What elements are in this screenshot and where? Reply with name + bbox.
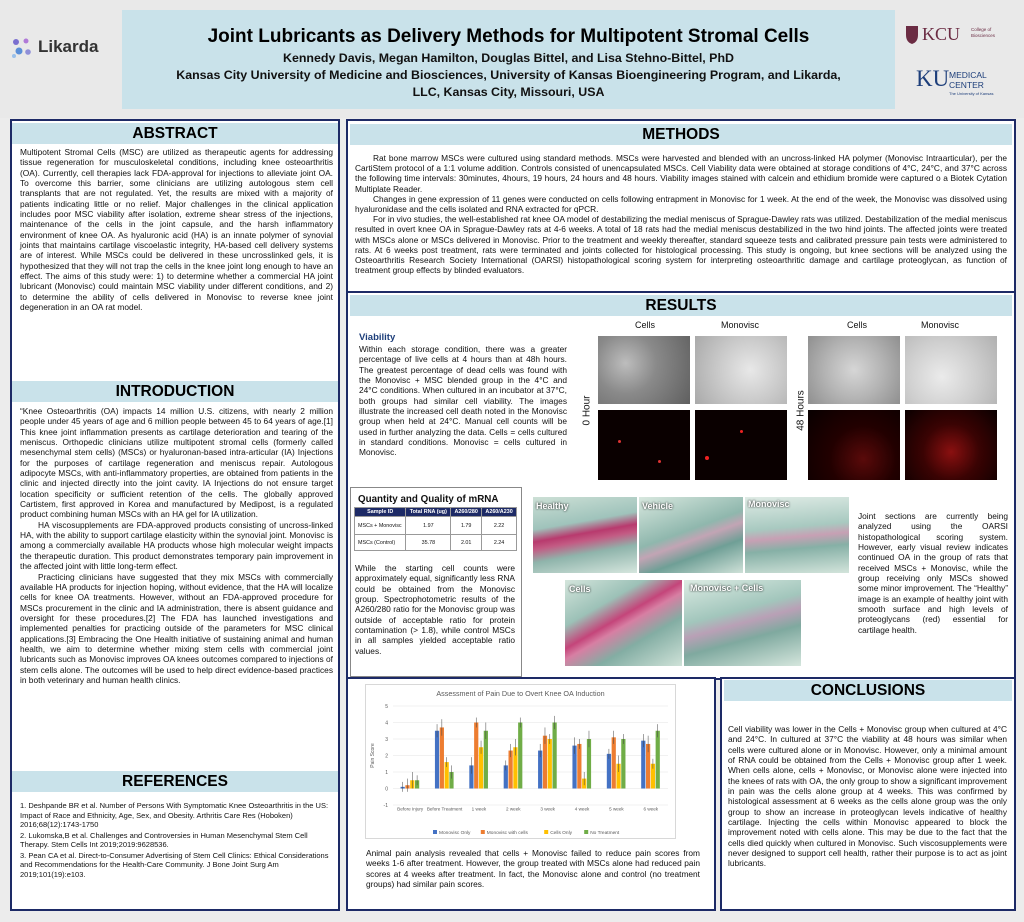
- reference-item-3: 3. Pean CA et al. Direct-to-Consumer Advertising of Stem Cell Clinics: Ethical Considerations and Recommendations for the Health-Care Community. J Bone Joint Surg Am 2019;101(19):e103.: [20, 850, 329, 879]
- chart-bar: [612, 737, 616, 788]
- ku-logo-text: KU: [916, 66, 950, 91]
- kcu-logo-text: KCU: [922, 24, 961, 44]
- viability-image-cells-48h-brightfield: [808, 336, 900, 404]
- viability-image-monovisc-48h-fluorescence: [905, 410, 997, 480]
- mrna-cell: 35.78: [406, 535, 451, 551]
- poster-title: Joint Lubricants as Delivery Methods for Multipotent Stromal Cells: [207, 26, 810, 47]
- references-heading: REFERENCES: [12, 771, 338, 792]
- histo-label-healthy: Healthy: [536, 501, 569, 511]
- viability-text: Within each storage condition, there was a greater percentage of live cells at 4 hours than at 48h hours. The greatest percentage of dead cells was found with the Monovisc + MSC blended group in the 4°C and 24°C conditions. When cultured in an incubator at 37°C, both groups had similar cell viability. The images illustrate the increased cell death noted in the Monovisc group when held at 24°C. Manual cell counts will be used in further analyzing the data. Cells = cells cultured in standard conditions. Monovisc = cells cultured in Monovisc.: [359, 344, 567, 458]
- reference-item-1: 1. Deshpande BR et al. Number of Persons With Symptomatic Knee Osteoarthritis in the US: Impact of Race and Ethnicity, Age, Sex, and Obesity. Arthritis Care Res (Hoboken) 2016;68(12):1743-1750: [20, 801, 329, 829]
- chart-bar: [440, 727, 444, 788]
- legend-swatch: [544, 830, 548, 834]
- viability-image-monovisc-0h-fluorescence: [695, 410, 787, 480]
- poster-affiliations-2: LLC, Kansas City, Missouri, USA: [412, 85, 605, 99]
- x-tick-label: 6 week: [643, 806, 659, 812]
- pain-chart: [365, 684, 676, 839]
- introduction-paragraph-2: HA viscosupplements are FDA-approved products consisting of uncross-linked HA, with the ability to support cartilage elasticity within the synovial joint. Monovisc is among a commercially available HA products whose high molecular weight impacts the therapeutic duration. This product demonstrates temporary pain improvement in the affected joint with little long-term effect.: [20, 519, 333, 572]
- methods-paragraph-2: Changes in gene expression of 11 genes were conducted on cells following entrapment in Monovisc for 1 week. At the end of the week, the Monovisc was dissolved using hyaluronidase and the cells isolated and RNA extracted for qPCR.: [355, 193, 1007, 215]
- ku-logo-sub1: MEDICAL: [949, 70, 987, 80]
- chart-bar: [656, 731, 660, 789]
- title-banner: [122, 10, 895, 109]
- abstract-text: Multipotent Stromal Cells (MSC) are utilized as therapeutic agents for addressing tissue regeneration for musculoskeletal conditions, including knee osteoarthritis (OA). Currently, cell therapies lack FDA-approval for injections to alleviate joint OA. To overcome this barrier, some clinicians are utilizing autologous stem cell transplants that are not regulated. Yet, the results are mixed with a majority of patients indicating little or no relief. Major challenges in the clinical application includes poor MSC viability after isolation, extreme shear stress of the injections, maintenance of the cells in the joint capsule, and the harsh inflammatory environment of knee OA. As hyaluronic acid (HA) is an innate polymer of synovial joints that maintains cartilage viscoelastic integrity, HA-based cell delivery systems are of interest. While MSCs could be delivered in these uncrosslinked gels, it is hypothesized that they will not trap the cells in the knee joint long enough to have an effect. The aims of this study were: 1) to determine whether a commercial HA joint lubricant (Monovisc) could maintain MSC viability under different conditions, and 2) to determine the ability of cells delivered in Monovisc to reverse knee joint degeneration in an OA rat model.: [20, 147, 333, 313]
- x-tick-label: 2 week: [506, 806, 521, 812]
- chart-bar: [484, 731, 488, 789]
- abstract-heading: ABSTRACT: [12, 123, 338, 144]
- x-tick-label: 4 week: [574, 806, 590, 812]
- introduction-heading: INTRODUCTION: [12, 381, 338, 402]
- reference-item-2: 2. Lukomska,B et al. Challenges and Controversies in Human Mesenchymal Stem Cell Therapy. Stem Cells Int 2019;2019:9628536.: [20, 830, 308, 849]
- conclusions-heading: CONCLUSIONS: [724, 680, 1012, 701]
- mrna-cell: 1.97: [406, 517, 451, 535]
- viability-image-monovisc-48h-brightfield: [905, 336, 997, 404]
- legend-entry: Monovisc Only: [439, 831, 471, 836]
- chart-bar: [474, 723, 478, 789]
- y-tick-label: 2: [385, 753, 388, 760]
- img-col-cells-left: Cells: [634, 320, 655, 330]
- methods-text: [355, 153, 1007, 275]
- histo-label-vehicle: Vehicle: [642, 501, 674, 511]
- likarda-logo: [10, 34, 120, 60]
- kcu-logo: [905, 22, 1015, 52]
- chart-bar: [435, 731, 439, 789]
- histo-label-cells: Cells: [569, 584, 591, 594]
- histo-label-monovisc: Monovisc: [748, 499, 790, 509]
- introduction-paragraph-1: “Knee Osteoarthritis (OA) impacts 14 million U.S. citizens, with nearly 2 million people under 45 years of age and 6 million people between 45 to 64 years of age.[1] This knee joint inflammation presents as cartilage deterioration and tearing of the meniscus. Orthopedic clinicians utilize multipotent stromal cells (formerly called mesenchymal stem cells) (MSCs) or hyaluronan-based intra-articular (IA) Injections for the purposes of cartilage regeneration and meniscus repair. Autologous adipocyte MSCs, with anti-inflammatory properties, are obtained from patients in the clinic and injected directly into the joint cavity. IA Injections do not ensure target location specificity or sufficient retention of the cells. The globally approved Cartistem, first approved in Korea and manufactured by Medipost, is a regulated product combining human MSCs with an HA gel for IA utilization.: [20, 406, 333, 520]
- kcu-shield-icon: [905, 25, 919, 45]
- mrna-text: While the starting cell counts were approximately equal, significantly less RNA could be obtained from the Monovisc group. Spectrophotometric results of the A260/280 ratio for the Monovisc group was outside of acceptable ratio for protein contamination (> 1.8), while control MSCs in all samples yielded acceptable ratio values.: [355, 563, 515, 656]
- mrna-table: [354, 507, 517, 551]
- mrna-cell: MSCs (Control): [355, 535, 406, 551]
- poster-authors: Kennedy Davis, Megan Hamilton, Douglas Bittel, and Lisa Stehno-Bittel, PhD: [283, 51, 734, 65]
- viability-image-cells-0h-fluorescence: [598, 410, 690, 480]
- x-tick-label: Before Treatment: [426, 806, 463, 812]
- x-tick-label: 1 week: [471, 806, 487, 812]
- results-heading: RESULTS: [350, 295, 1012, 316]
- kcu-logo-subtext: College of Biosciences: [971, 27, 996, 38]
- mrna-header-sample: Sample ID: [355, 508, 406, 517]
- y-tick-label: 5: [385, 704, 388, 710]
- methods-paragraph-1: Rat bone marrow MSCs were cultured using standard methods. MSCs were harvested and blended with an uncross-linked HA polymer (Monovisc Intraarticular), per the CartiStem protocol of a 1:1 volume addition. Controls consisted of unencapsulated MSCs. Cell Viability data were obtained at storage conditions of 4°C, 24°C, and 37°C across the following time intervals: 30minutes, 4hours, 19 hours, 24 hours and 48 hours. Viability images stained with calcein and ethidium bromide were captured o a Biotek Cytation Multiplate Reader.: [355, 153, 1007, 194]
- legend-swatch: [433, 830, 437, 834]
- pain-text: Animal pain analysis revealed that cells + Monovisc failed to reduce pain scores from weeks 1-6 after treatment. However, the group treated with MSCs alone had reduced pain scores at 4 weeks after treatment. In fact, the Monovisc alone and control (no treatment groups) had similar pain scores.: [366, 848, 700, 890]
- mrna-header-a260-a230: A260/A230: [482, 508, 517, 517]
- img-row-0-hour: 0 Hour: [581, 395, 593, 426]
- mrna-cell: MSCs + Monovisc: [355, 517, 406, 535]
- img-row-48-hours: 48 Hours: [795, 390, 807, 431]
- viability-title: Viability: [359, 332, 396, 343]
- viability-image-monovisc-0h-brightfield: [695, 336, 787, 404]
- histo-label-monovisc-cells: Monovisc + Cells: [690, 583, 764, 593]
- histology-text: Joint sections are currently being analyzed using the OARSI histopathological scoring system. However, early visual review indicates continued OA in the group of rats that received MSCs + Monovisc, while the group receiving only MSCs showed some minor improvement. The “Healthy” image is an example of healthy joint with smooth surface and high levels of proteoglycans (red) essential for cartilage health.: [858, 511, 1008, 635]
- chart-bar: [577, 744, 581, 789]
- introduction-paragraph-3: Practicing clinicians have suggested that they mix MSCs with commercially available HA products for injection hoping, without evidence, that the HA will localize cells for knee OA treatments. However, without an FDA-approved procedure for MSCs procurement in the clinic and IA administration, there is absent guidance and oversight for these procedures.[2] The FDA has launched investigations and implemented penalties for practicing outside of the parameters for MSC clinical applications.[3] Embracing the One Health initiative of sustaining animal and human health, we aim to determine whether mixing stem cells with commercial joint lubricants such as Monovisc improves OA knees outcomes compared to injections of stem cells alone. The outcomes will be used to help direct evidence-based practices in both veterinary and human health clinics.: [20, 571, 333, 685]
- chart-bar: [518, 723, 522, 789]
- legend-entry: No Treatment: [590, 831, 620, 836]
- chart-bar: [621, 739, 625, 789]
- viability-image-cells-0h-brightfield: [598, 336, 690, 404]
- y-tick-label: 1: [385, 770, 388, 776]
- ku-medical-center-logo: [916, 66, 1016, 102]
- conclusions-text: Cell viability was lower in the Cells + Monovisc group when cultured at 4°C and 24°C. In cultured at 37°C the viability at 48 hours was similar when cells were cultured alone or in Monovisc. However, only a minimal amount of RNA could be obtained from the Cells + Monovisc group after 1 week. When cells alone, cells + Monovisc, or Monovisc alone were injected into the knees of rats with OA, the only group to show a significant improvement in pain was the cells alone group at 4 weeks. This was confirmed by histological assessment at 6 weeks as the cells alone group was the only group to show an increase in proteoglycan levels indicative of healthy cartilage. Injecting the cells within Monovisc appeared to block the improvement noted with cells alone. This may be due to the fact that the cells died quickly when cultured in Monovisc. Such viscosupplements were never designed to support cell health, rather their purpose is to act as joint lubricants.: [728, 724, 1007, 869]
- ku-logo-sub3: The University of Kansas: [949, 91, 994, 96]
- y-tick-label: 0: [385, 786, 388, 793]
- img-col-monovisc-left: Monovisc: [720, 320, 759, 330]
- methods-paragraph-3: For in vivo studies, the well-established rat knee OA model of destabilizing the medial meniscus of Sprague-Dawley rats was utilized. Destabilization of the medial meniscus resulted in overt knee OA in Sprague-Dawley rats at 4-6 weeks. A total of 18 rats had the medial meniscus destabilized in the two hind joints. The affected joints were treated with MSCs alone or MSCs delivered in Monovisc. Prior to the treatment and weekly thereafter, standard squeeze tests and calibrated pressure pain tests were administered to rats. At 6 weeks post treatment, rats were terminated and joints collected for histological processing. This study is ongoing, but knee sections will be analyzed using the Osteoarthritis Research Society International (OARSI) histopathological scoring system for interpreting osteoarthritic damage and cartilage proteoglycan, as function of treatment group effects by blinded evaluators.: [355, 214, 1007, 276]
- ku-logo-sub2: CENTER: [949, 80, 984, 90]
- poster-header: [0, 0, 1024, 118]
- introduction-text: [20, 406, 333, 685]
- x-tick-label: 5 week: [609, 806, 624, 812]
- chart-bar: [548, 739, 552, 789]
- chart-bar: [641, 741, 645, 789]
- likarda-logo-text: Likarda: [38, 37, 99, 56]
- mrna-table-wrap: [354, 507, 519, 551]
- legend-swatch: [481, 830, 485, 834]
- mrna-cell: 2.22: [482, 517, 517, 535]
- mrna-cell: 2.24: [482, 535, 517, 551]
- y-tick-label: 4: [385, 720, 388, 727]
- y-axis-label: Pain Score: [370, 743, 376, 768]
- poster-affiliations-1: Kansas City University of Medicine and Biosciences, University of Kansas Bioengineering Program, and Likarda,: [176, 68, 841, 82]
- references-list: [20, 801, 333, 880]
- methods-heading: METHODS: [350, 124, 1012, 145]
- img-col-monovisc-right: Monovisc: [920, 320, 959, 330]
- mrna-header-total-rna: Total RNA (ug): [406, 508, 451, 517]
- table-row: [355, 517, 517, 535]
- x-tick-label: 3 week: [540, 806, 555, 812]
- legend-swatch: [584, 830, 588, 834]
- chart-bar: [553, 723, 557, 789]
- y-tick-label: 3: [385, 737, 388, 743]
- viability-image-cells-48h-fluorescence: [808, 410, 900, 480]
- mrna-title: Quantity and Quality of mRNA: [358, 494, 499, 505]
- likarda-molecule-icon: [10, 36, 34, 60]
- table-row: [355, 535, 517, 551]
- chart-title: Assessment of Pain Due to Overt Knee OA Induction: [436, 689, 605, 698]
- y-tick-label: -1: [383, 803, 388, 809]
- img-col-cells-right: Cells: [846, 320, 867, 330]
- mrna-cell: 1.79: [451, 517, 482, 535]
- x-tick-label: Before Injury: [397, 806, 424, 812]
- legend-entry: Monovisc with cells: [486, 831, 528, 836]
- mrna-header-a260-280: A260/280: [451, 508, 482, 517]
- mrna-cell: 2.01: [451, 535, 482, 551]
- chart-bar: [607, 754, 611, 789]
- legend-entry: Cells Only: [550, 831, 573, 836]
